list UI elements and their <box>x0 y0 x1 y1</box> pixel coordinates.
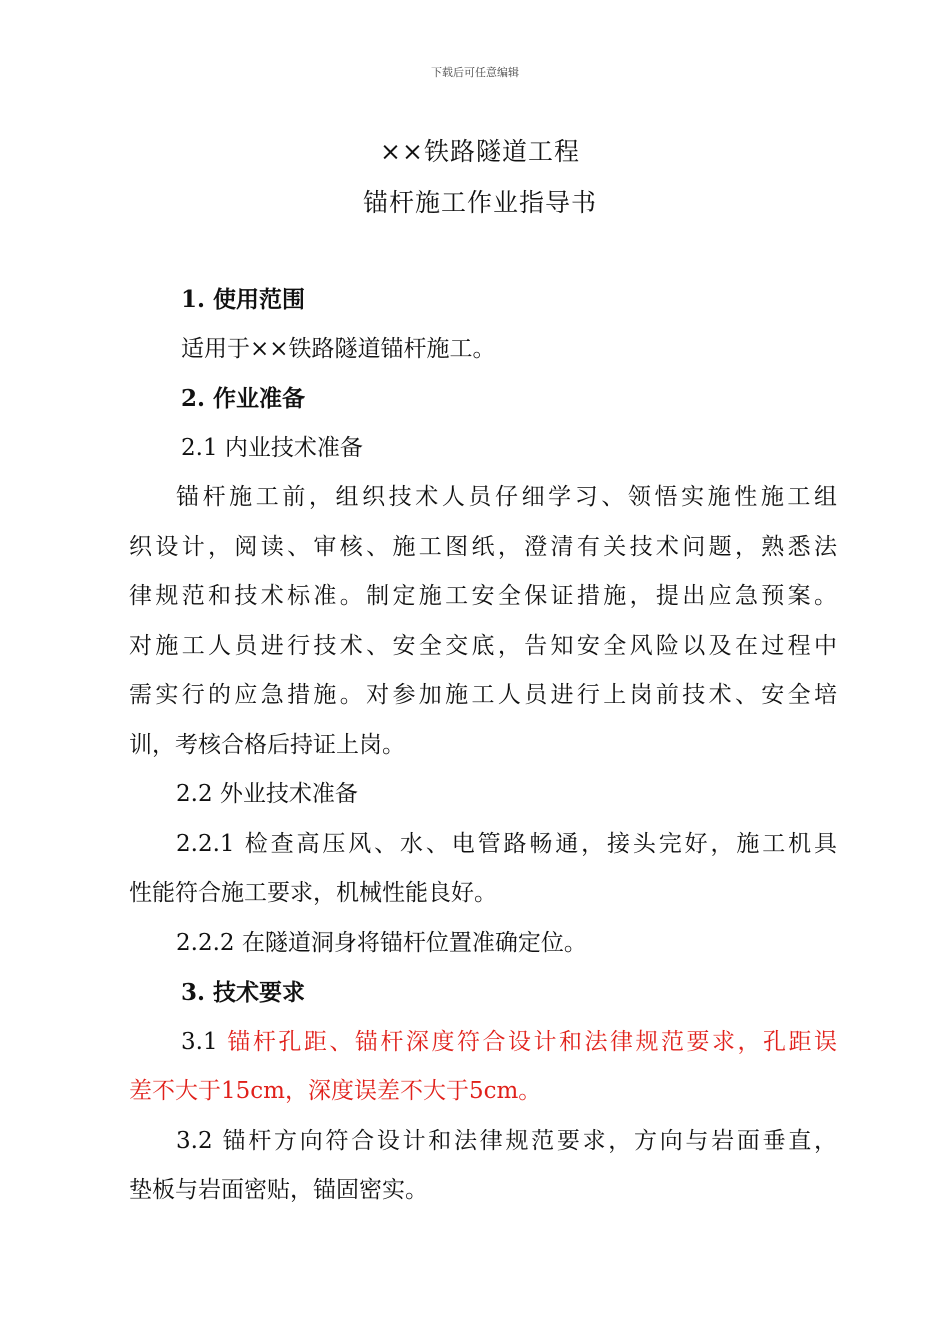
section-2-2-1-line: 性能符合施工要求，机械性能良好。 <box>129 880 497 906</box>
section-3-2-line: 垫板与岩面密贴，锚固密实。 <box>129 1177 428 1203</box>
section-2-heading: 2. 作业准备 <box>181 385 306 412</box>
section-2-1-paragraph-line: 锚杆施工前，组织技术人员仔细学习、领悟实施性施工组 <box>176 484 837 510</box>
header-note: 下载后可任意编辑 <box>431 66 519 79</box>
section-3-heading: 3. 技术要求 <box>181 979 306 1006</box>
section-1-text: 适用于××铁路隧道锚杆施工。 <box>181 335 496 362</box>
section-2-2-1-line: 2.2.1 检查高压风、水、电管路畅通，接头完好，施工机具 <box>176 830 837 857</box>
section-2-1-paragraph-line: 对施工人员进行技术、安全交底，告知安全风险以及在过程中 <box>129 632 837 659</box>
section-3-1-number: 3.1 <box>181 1028 228 1055</box>
section-2-1-paragraph-line: 律规范和技术标准。制定施工安全保证措施，提出应急预案。 <box>129 583 837 609</box>
section-3-1-line <box>129 1018 837 1068</box>
document-title-line1: ××铁路隧道工程 <box>380 137 580 166</box>
document-body <box>129 275 837 1216</box>
section-2-1-paragraph-line: 需实行的应急措施。对参加施工人员进行上岗前技术、安全培 <box>129 682 837 708</box>
document-title-line2: 锚杆施工作业指导书 <box>362 188 597 217</box>
section-3-2-line: 3.2 锚杆方向符合设计和法律规范要求，方向与岩面垂直， <box>176 1127 837 1154</box>
section-2-1-paragraph-line: 训，考核合格后持证上岗。 <box>129 731 405 758</box>
section-2-2-heading: 2.2 外业技术准备 <box>176 781 358 807</box>
section-2-2-2-line: 2.2.2 在隧道洞身将锚杆位置准确定位。 <box>176 929 587 956</box>
section-3-1-red-text: 差不大于15cm，深度误差不大于5cm。 <box>129 1078 542 1104</box>
section-3-1-red-text: 锚杆孔距、锚杆深度符合设计和法律规范要求，孔距误 <box>227 1028 838 1055</box>
section-2-1-heading: 2.1 内业技术准备 <box>181 434 363 461</box>
section-1-heading: 1. 使用范围 <box>181 286 306 313</box>
section-2-1-paragraph-line: 织设计，阅读、审核、施工图纸，澄清有关技术问题，熟悉法 <box>129 533 837 560</box>
